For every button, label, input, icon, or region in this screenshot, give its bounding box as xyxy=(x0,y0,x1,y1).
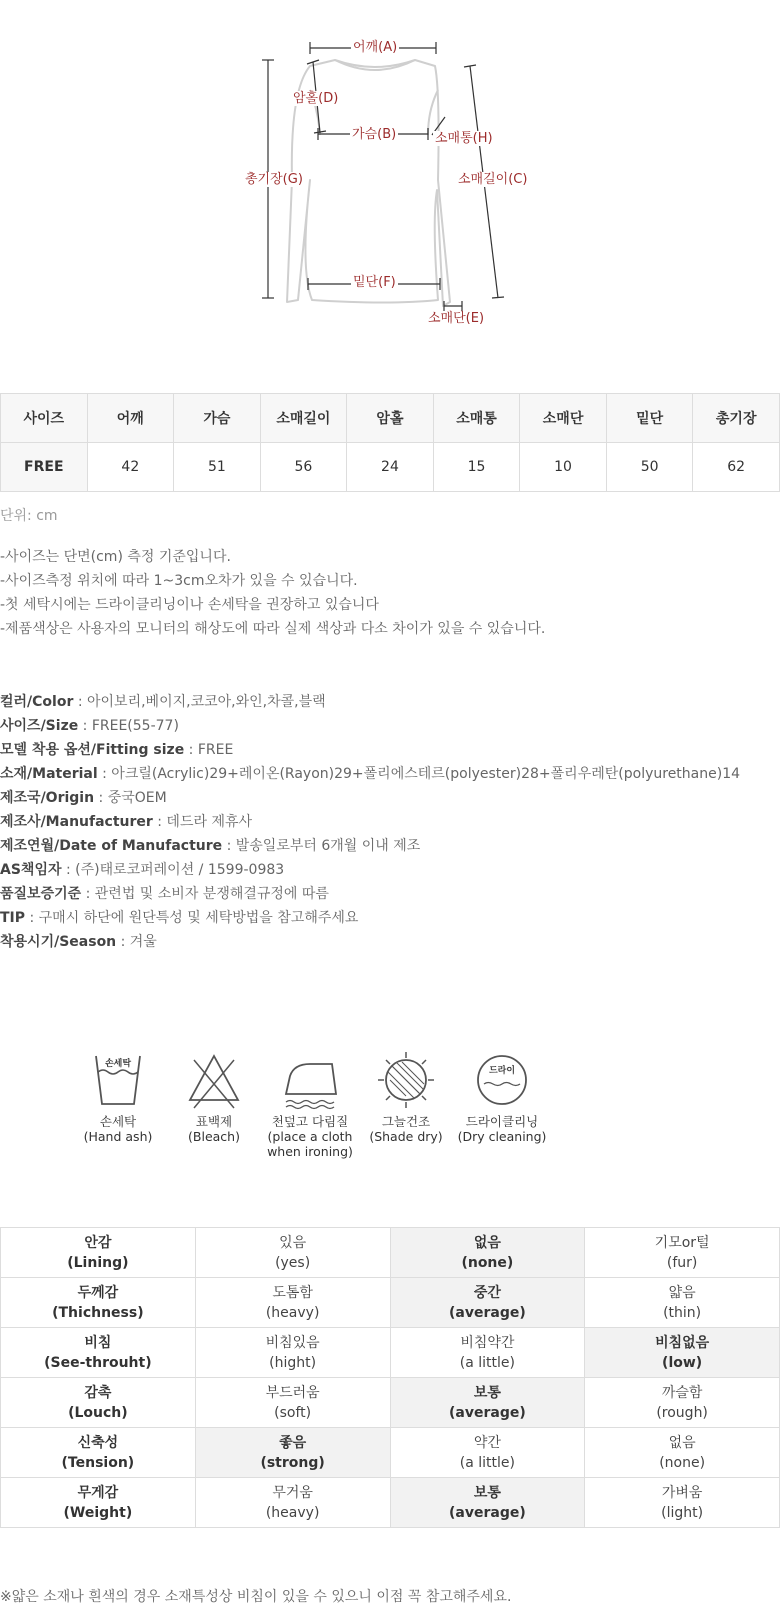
property-option xyxy=(195,1328,390,1378)
care-bleach xyxy=(166,1050,262,1144)
size-diagram xyxy=(240,30,540,340)
care-dry-clean xyxy=(454,1050,550,1144)
care-label: when ironing) xyxy=(267,1144,353,1159)
option-en: (yes) xyxy=(275,1254,311,1271)
option-ko: 부드러움 xyxy=(265,1384,320,1401)
header-cell: 소매단 xyxy=(520,394,607,443)
property-name-en: (Thichness) xyxy=(52,1304,144,1321)
spec-value: : 발송일로부터 6개월 이내 제조 xyxy=(222,838,421,854)
spec-value: : FREE xyxy=(184,742,234,758)
note-line: -사이즈는 단면(cm) 측정 기준입니다. xyxy=(0,549,231,565)
hand-wash-badge: 손세탁 xyxy=(104,1059,132,1069)
property-option xyxy=(585,1428,780,1478)
option-en: (soft) xyxy=(274,1404,312,1421)
property-option xyxy=(585,1478,780,1528)
option-ko: 비침약간 xyxy=(460,1334,515,1351)
care-label: (place a cloth xyxy=(267,1129,353,1144)
care-label: (Shade dry) xyxy=(369,1129,443,1144)
header-cell: 어깨 xyxy=(87,394,174,443)
value-cell: 50 xyxy=(606,443,693,492)
option-ko: 좋음 xyxy=(279,1434,307,1451)
spec-value: : 아크릴(Acrylic)29+레이온(Rayon)29+폴리에스테르(polyester)28+폴리우레탄(polyurethane)14 xyxy=(97,766,741,782)
header-cell: 총기장 xyxy=(693,394,780,443)
care-label: (Bleach) xyxy=(188,1129,240,1144)
shade-dry-icon xyxy=(376,1050,436,1110)
spec-line xyxy=(0,738,740,762)
table-row xyxy=(1,1478,780,1528)
spec-value: : 중국OEM xyxy=(94,790,167,806)
spec-line xyxy=(0,810,740,834)
hand-wash-icon xyxy=(88,1050,148,1110)
value-cell: 15 xyxy=(433,443,520,492)
option-en: (thin) xyxy=(663,1304,702,1321)
property-option-selected xyxy=(390,1478,585,1528)
property-name-ko: 비침 xyxy=(84,1334,112,1351)
property-option xyxy=(195,1228,390,1278)
spec-label: 소재/Material xyxy=(0,766,98,782)
option-ko: 없음 xyxy=(473,1234,501,1251)
property-name-en: (Weight) xyxy=(63,1504,133,1521)
iron-icon xyxy=(280,1050,340,1110)
spec-line xyxy=(0,714,740,738)
option-ko: 약간 xyxy=(473,1434,501,1451)
care-hand-wash xyxy=(70,1050,166,1144)
spec-label: 컬러/Color xyxy=(0,694,74,710)
property-option xyxy=(390,1428,585,1478)
size-table xyxy=(0,393,780,492)
spec-value: : 겨울 xyxy=(116,934,157,950)
option-ko: 가벼움 xyxy=(661,1484,703,1501)
label-sleeve-length: 소매길이(C) xyxy=(458,172,528,187)
value-cell: 51 xyxy=(174,443,261,492)
unit-note: 단위: cm xyxy=(0,508,58,524)
option-en: (heavy) xyxy=(265,1504,320,1521)
property-name xyxy=(1,1328,196,1378)
care-label: 표백제 xyxy=(195,1114,233,1129)
care-label: 손세탁 xyxy=(99,1114,137,1129)
spec-line xyxy=(0,690,740,714)
property-name xyxy=(1,1428,196,1478)
size-table-header xyxy=(1,394,780,443)
note-line: -첫 세탁시에는 드라이클리닝이나 손세탁을 권장하고 있습니다 xyxy=(0,597,379,613)
header-cell: 소매통 xyxy=(433,394,520,443)
property-option xyxy=(585,1278,780,1328)
property-option-selected xyxy=(195,1428,390,1478)
option-en: (none) xyxy=(659,1454,706,1471)
option-ko: 까슬함 xyxy=(661,1384,703,1401)
care-shade-dry xyxy=(358,1050,454,1144)
option-en: (heavy) xyxy=(265,1304,320,1321)
footnote: ※얇은 소재나 흰색의 경우 소재특성상 비침이 있을 수 있으니 이점 꼭 참고해주세요. xyxy=(0,1589,512,1605)
care-iron xyxy=(262,1050,358,1159)
spec-line xyxy=(0,858,740,882)
dry-clean-badge: 드라이 xyxy=(488,1066,516,1076)
option-ko: 있음 xyxy=(279,1234,307,1251)
property-name-en: (Lining) xyxy=(67,1254,129,1271)
spec-label: 사이즈/Size xyxy=(0,718,79,734)
property-name xyxy=(1,1478,196,1528)
note-line: -제품색상은 사용자의 모니터의 해상도에 따라 실제 색상과 다소 차이가 있을 수 있습니다. xyxy=(0,621,546,637)
table-row xyxy=(1,1278,780,1328)
spec-line xyxy=(0,930,740,954)
property-option-selected xyxy=(390,1278,585,1328)
spec-label: AS책임자 xyxy=(0,862,62,878)
care-label: (Hand ash) xyxy=(83,1129,153,1144)
label-shoulder: 어깨(A) xyxy=(353,40,398,55)
value-cell: 42 xyxy=(87,443,174,492)
table-row xyxy=(1,1328,780,1378)
header-cell: 암홀 xyxy=(347,394,434,443)
option-en: (fur) xyxy=(666,1254,698,1271)
spec-value: : (주)태로코퍼레이션 / 1599-0983 xyxy=(61,862,285,878)
property-option xyxy=(585,1378,780,1428)
table-row xyxy=(1,1428,780,1478)
value-cell: 10 xyxy=(520,443,607,492)
table-row xyxy=(1,1228,780,1278)
value-cell: 62 xyxy=(693,443,780,492)
spec-label: 제조사/Manufacturer xyxy=(0,814,153,830)
spec-label: 착용시기/Season xyxy=(0,934,117,950)
spec-line xyxy=(0,882,740,906)
option-en: (hight) xyxy=(269,1354,317,1371)
spec-label: 제조연월/Date of Manufacture xyxy=(0,838,223,854)
option-en: (average) xyxy=(449,1504,526,1521)
header-cell: 밑단 xyxy=(606,394,693,443)
value-cell: 56 xyxy=(260,443,347,492)
option-ko: 도톰함 xyxy=(272,1284,313,1301)
product-specs xyxy=(0,690,740,954)
option-en: (a little) xyxy=(459,1454,515,1471)
header-cell: 소매길이 xyxy=(260,394,347,443)
property-name xyxy=(1,1228,196,1278)
option-ko: 기모or털 xyxy=(654,1234,710,1251)
option-ko: 비침없음 xyxy=(655,1334,710,1351)
property-name xyxy=(1,1278,196,1328)
option-en: (average) xyxy=(449,1404,526,1421)
spec-label: 모델 착용 옵션/Fitting size xyxy=(0,742,185,758)
spec-line xyxy=(0,762,740,786)
spec-line xyxy=(0,906,740,930)
header-cell: 사이즈 xyxy=(1,394,88,443)
spec-line xyxy=(0,834,740,858)
label-total-length: 총기장(G) xyxy=(245,172,303,187)
option-en: (strong) xyxy=(260,1454,325,1471)
property-name-ko: 안감 xyxy=(84,1234,112,1251)
spec-value: : 아이보리,베이지,코코아,와인,차콜,블랙 xyxy=(73,694,326,710)
spec-label: TIP xyxy=(0,910,26,926)
option-en: (none) xyxy=(461,1254,514,1271)
option-en: (light) xyxy=(661,1504,704,1521)
spec-line xyxy=(0,786,740,810)
option-ko: 보통 xyxy=(473,1384,501,1401)
property-name-en: (See-throuht) xyxy=(44,1354,152,1371)
option-ko: 비침있음 xyxy=(265,1334,320,1351)
note-line: -사이즈측정 위치에 따라 1~3cm오차가 있을 수 있습니다. xyxy=(0,573,358,589)
no-bleach-icon xyxy=(184,1050,244,1110)
dry-clean-icon xyxy=(472,1050,532,1110)
care-label: 드라이클리닝 xyxy=(465,1114,539,1129)
option-en: (average) xyxy=(449,1304,526,1321)
value-cell: 24 xyxy=(347,443,434,492)
spec-value: : 구매시 하단에 원단특성 및 세탁방법을 참고해주세요 xyxy=(25,910,359,926)
table-row xyxy=(1,443,780,492)
table-row xyxy=(1,1378,780,1428)
spec-value: : FREE(55-77) xyxy=(78,718,179,734)
property-name-ko: 무게감 xyxy=(77,1484,119,1501)
option-en: (low) xyxy=(662,1354,703,1371)
care-instructions xyxy=(70,1050,550,1170)
size-cell: FREE xyxy=(1,443,88,492)
label-chest: 가슴(B) xyxy=(352,127,397,142)
property-option xyxy=(195,1278,390,1328)
property-name-ko: 신축성 xyxy=(77,1434,119,1451)
property-option xyxy=(390,1328,585,1378)
label-cuff: 소매단(E) xyxy=(428,311,485,326)
spec-label: 품질보증기준 xyxy=(0,886,82,902)
option-ko: 중간 xyxy=(473,1284,501,1301)
option-ko: 보통 xyxy=(473,1484,501,1501)
spec-value: : 관련법 및 소비자 분쟁해결규정에 따름 xyxy=(81,886,329,902)
property-name-en: (Louch) xyxy=(68,1404,128,1421)
option-en: (a little) xyxy=(459,1354,515,1371)
care-label: 그늘건조 xyxy=(381,1114,431,1129)
care-label: 천덮고 다림질 xyxy=(271,1114,349,1129)
property-option-selected xyxy=(390,1378,585,1428)
label-armhole: 암홀(D) xyxy=(293,91,339,106)
fabric-properties-table xyxy=(0,1227,780,1528)
option-en: (rough) xyxy=(656,1404,708,1421)
property-option-selected xyxy=(585,1328,780,1378)
property-name xyxy=(1,1378,196,1428)
option-ko: 무거움 xyxy=(272,1484,313,1501)
spec-value: : 데드라 제휴사 xyxy=(152,814,253,830)
property-name-en: (Tension) xyxy=(61,1454,135,1471)
care-label: (Dry cleaning) xyxy=(457,1129,547,1144)
property-option xyxy=(195,1378,390,1428)
property-option xyxy=(585,1228,780,1278)
property-name-ko: 감촉 xyxy=(84,1384,112,1401)
option-ko: 얇음 xyxy=(668,1284,696,1301)
property-name-ko: 두께감 xyxy=(77,1284,119,1301)
label-sleeve-width: 소매통(H) xyxy=(435,131,493,146)
spec-label: 제조국/Origin xyxy=(0,790,95,806)
property-option xyxy=(195,1478,390,1528)
option-ko: 없음 xyxy=(668,1434,696,1451)
size-notes xyxy=(0,545,545,641)
property-option-selected xyxy=(390,1228,585,1278)
header-cell: 가슴 xyxy=(174,394,261,443)
label-hem: 밑단(F) xyxy=(353,275,396,290)
